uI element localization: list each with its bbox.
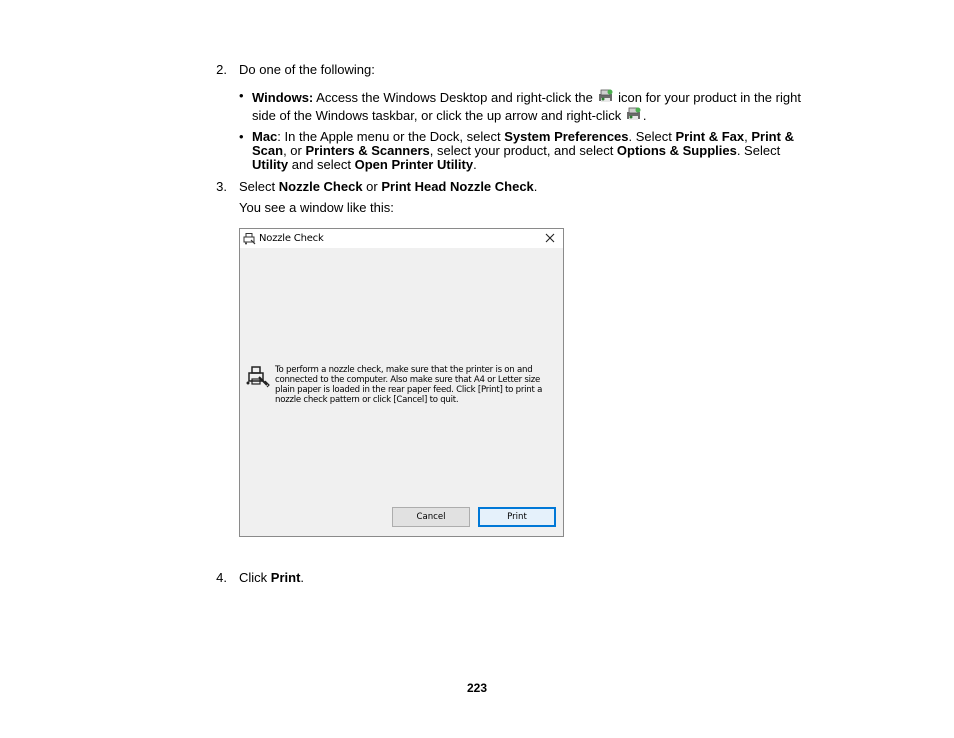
mac-text: : In the Apple menu or the Dock, select: [277, 129, 505, 144]
print-head-nozzle-check-text: Print Head Nozzle Check: [381, 179, 534, 194]
windows-instruction-line-2: [252, 106, 646, 123]
utility-text: Utility: [252, 157, 289, 172]
print-text: Print: [270, 570, 301, 585]
scan-text: Scan: [252, 143, 284, 158]
step-4-part: Click: [239, 570, 271, 585]
step-3-part: or: [362, 179, 382, 194]
nozzle-check-dialog: [239, 228, 564, 537]
you-see-window-text: You see a window like this:: [239, 200, 394, 215]
step-3-part: Select: [239, 179, 279, 194]
windows-text-2: icon for your product in the right: [614, 90, 801, 105]
cancel-button[interactable]: Cancel: [392, 507, 470, 527]
mac-instruction-line-2: [252, 143, 780, 158]
step-2-text: Do one of the following:: [239, 62, 375, 77]
close-icon[interactable]: [543, 231, 557, 245]
windows-text-1: Access the Windows Desktop and right-click the: [313, 90, 597, 105]
mac-text: . Select: [736, 143, 781, 158]
step-3-part: .: [533, 179, 538, 194]
mac-text: , select your product, and select: [429, 143, 617, 158]
dialog-title: Nozzle Check: [259, 233, 324, 244]
windows-text-3: side of the Windows taskbar, or click the up arrow and right-click: [252, 108, 625, 123]
printers-scanners-text: Printers & Scanners: [305, 143, 430, 158]
mac-instruction-line-1: [252, 129, 794, 144]
step-4-text: [239, 570, 304, 585]
mac-bullet: •: [239, 129, 244, 144]
mac-text: .: [473, 157, 477, 172]
windows-label: Windows:: [252, 90, 314, 105]
print-fax-text: Print & Fax: [675, 129, 745, 144]
print-button[interactable]: Print: [478, 507, 556, 527]
printer-tray-icon: [625, 106, 643, 122]
open-printer-utility-text: Open Printer Utility: [354, 157, 474, 172]
mac-text: . Select: [628, 129, 676, 144]
mac-text: and select: [288, 157, 355, 172]
mac-text: , or: [283, 143, 306, 158]
options-supplies-text: Options & Supplies: [616, 143, 737, 158]
nozzle-check-text: Nozzle Check: [278, 179, 363, 194]
dialog-titlebar: [240, 229, 563, 248]
printer-utility-icon: [243, 232, 256, 245]
page-number: 223: [466, 681, 488, 695]
windows-instruction-line-1: [252, 88, 801, 105]
step-3-text: [239, 179, 537, 194]
step-4-number: 4.: [216, 570, 227, 585]
dialog-message: To perform a nozzle check, make sure that the printer is on and connected to the computer. Also make sure that A4 or Letter size plain paper is loaded in the rear paper feed. Click [Print] to print a nozzle check pattern or click [Cancel] to quit.: [275, 365, 543, 405]
nozzle-check-icon: [245, 363, 271, 389]
system-preferences-text: System Preferences: [504, 129, 629, 144]
step-3-number: 3.: [216, 179, 227, 194]
mac-label: Mac: [252, 129, 278, 144]
mac-text: ,: [744, 129, 752, 144]
step-2-number: 2.: [216, 62, 227, 77]
step-4-part: .: [300, 570, 305, 585]
mac-instruction-line-3: [252, 157, 477, 172]
windows-bullet: •: [239, 88, 244, 103]
printer-tray-icon: [597, 88, 615, 104]
print-scan-text: Print &: [751, 129, 794, 144]
windows-text-4: .: [642, 108, 647, 123]
